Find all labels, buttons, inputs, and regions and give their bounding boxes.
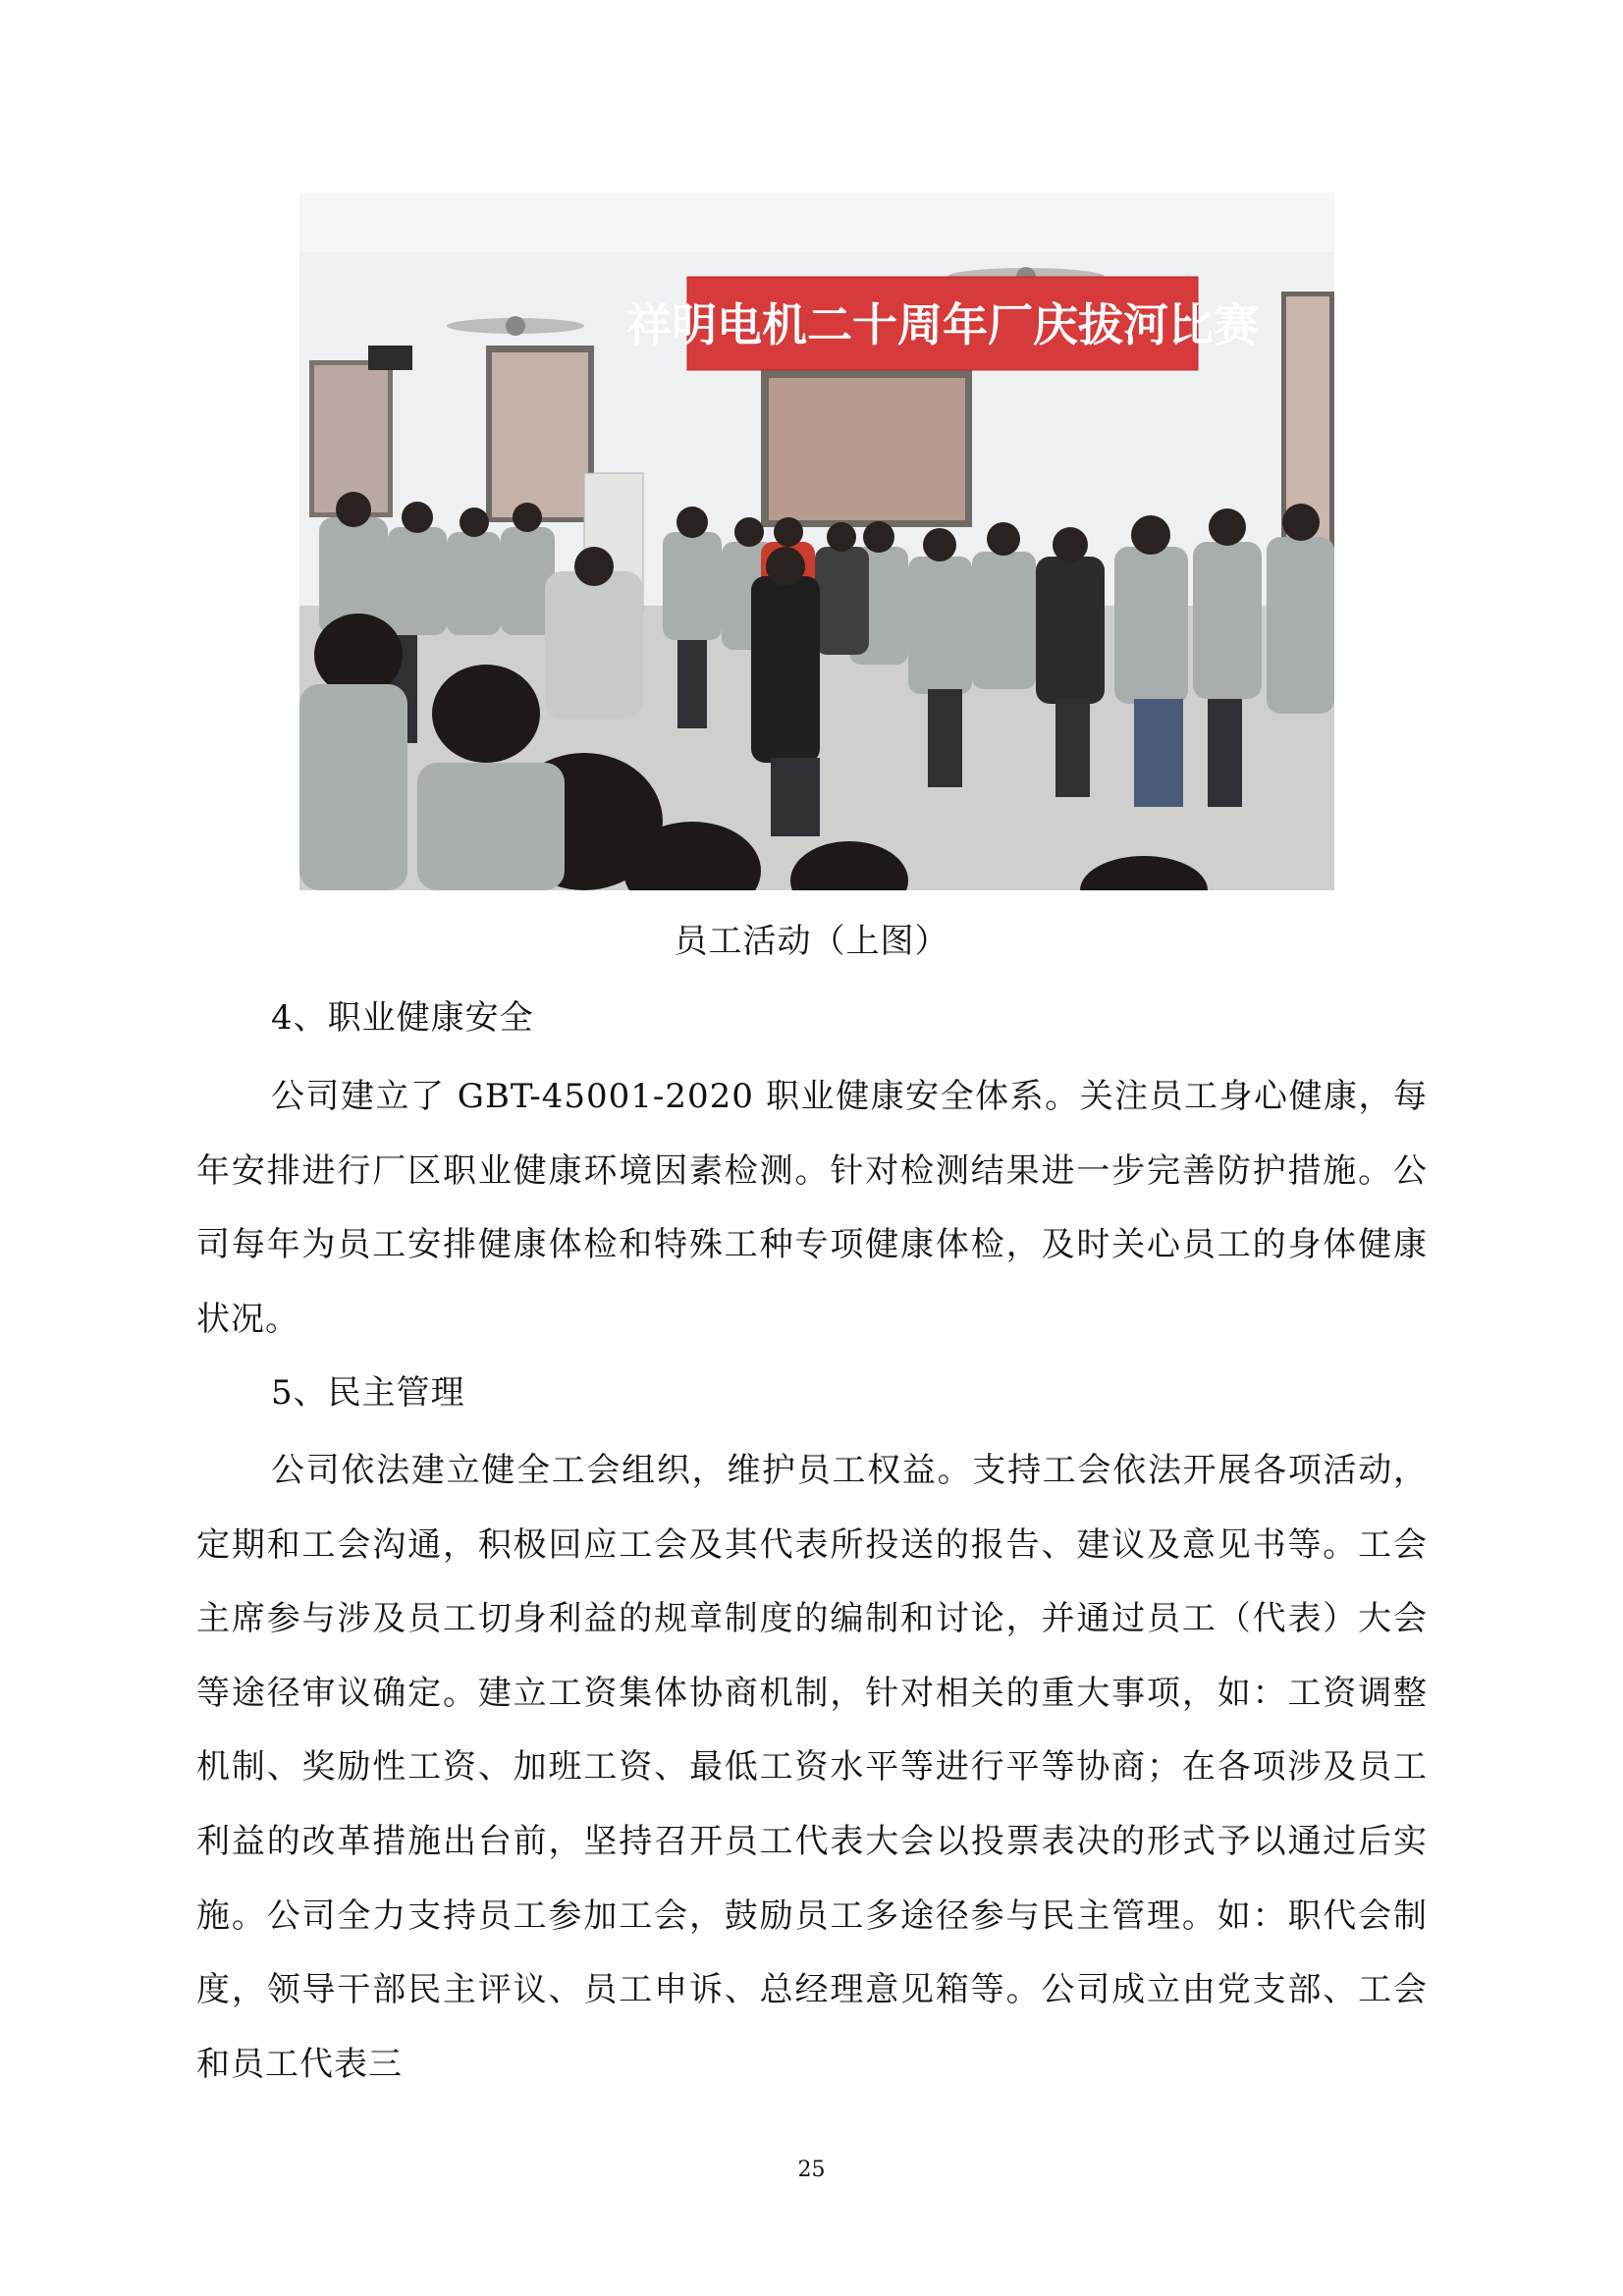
photo-caption: 员工活动（上图） [674,922,949,961]
section-5-heading: 5、民主管理 [271,1373,465,1413]
banner-text: 祥明电机二十周年厂庆拔河比赛 [626,298,1259,351]
section-5-paragraph: 公司依法建立健全工会组织，维护员工权益。支持工会依法开展各项活动，定期和工会沟通，积极回应工会及其代表所投送的报告、建议及意见书等。工会主席参与涉及员工切身利益的规章制度的编制和讨论，并通过员工（代表）大会等途径审议确定。建立工资集体协商机制，针对相关的重大事项，如：工资调整机制、奖励性工资、加班工资、最低工资水平等进行平等协商；在各项涉及员工利益的改革措施出台前，坚持召开员工代表大会以投票表决的形式予以通过后实施。公司全力支持员工参加工会，鼓励员工多途径参与民主管理。如：职代会制度，领导干部民主评议、员工申诉、总经理意见箱等。公司成立由党支部、工会和员工代表三 [196,1451,1428,2084]
tug-of-war-event-image [299,193,1334,890]
section-4-paragraph: 公司建立了 GBT-45001-2020 职业健康安全体系。关注员工身心健康，每年安排进行厂区职业健康环境因素检测。针对检测结果进一步完善防护措施。公司每年为员工安排健康体检和特殊工种专项健康体检，及时关心员工的身体健康状况。 [196,1077,1428,1339]
page-number: 25 [797,2158,826,2182]
section-4-heading: 4、职业健康安全 [271,998,534,1038]
staff-activity-photo [299,193,1334,890]
